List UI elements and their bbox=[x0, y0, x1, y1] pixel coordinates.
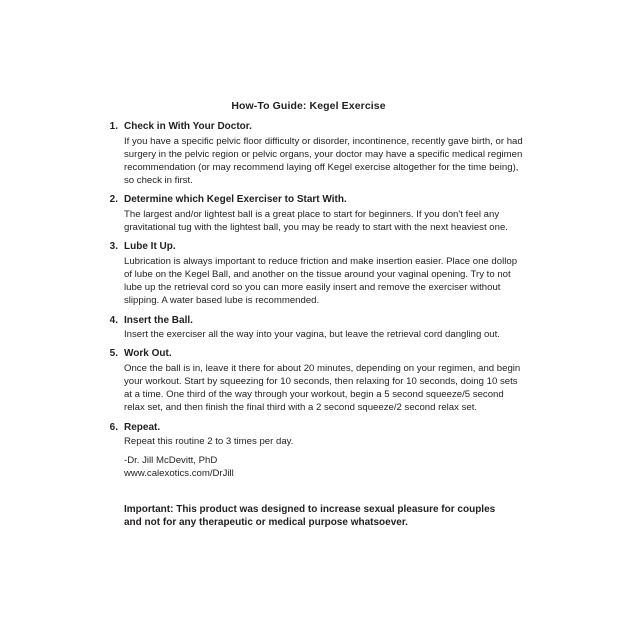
step-heading: Determine which Kegel Exerciser to Start With. bbox=[124, 194, 347, 206]
step-number: 1. bbox=[109, 121, 118, 132]
step-body: Repeat this routine 2 to 3 times per day. bbox=[124, 436, 294, 448]
step-heading: Repeat. bbox=[124, 421, 161, 433]
spacer bbox=[98, 481, 525, 503]
website-link[interactable]: www.calexotics.com/DrJill bbox=[124, 468, 234, 480]
list-item bbox=[98, 193, 525, 234]
list-item bbox=[98, 421, 525, 449]
step-body: The largest and/or lightest ball is a great place to start for beginners. If you don't feel any gravitational tug with the lightest ball, you may be ready to start with the next heaviest one. bbox=[124, 208, 508, 234]
step-heading: Check in With Your Doctor. bbox=[124, 121, 252, 132]
step-number: 4. bbox=[109, 314, 118, 326]
step-heading: Work Out. bbox=[124, 348, 172, 360]
step-number: 2. bbox=[109, 194, 118, 206]
step-heading: Insert the Ball. bbox=[124, 314, 193, 326]
step-heading: Lube It Up. bbox=[124, 241, 176, 253]
page-title: How-To Guide: Kegel Exercise bbox=[231, 100, 386, 112]
author-signature: -Dr. Jill McDevitt, PhD bbox=[124, 455, 218, 467]
step-body: Lubrication is always important to reduce friction and make insertion easier. Place one dollop of lube on the Kegel Ball, and another on the tissue around your vaginal opening. Try to not lube up the retrieval cord so you can more easily insert and remove the exerciser without slipping. A water based lube is recommended. bbox=[124, 255, 518, 307]
step-body: Once the ball is in, leave it there for about 20 minutes, depending on your regimen, and begin your workout. Start by squeezing for 10 seconds, then relaxing for 10 seconds, doing 10 sets at a time. One third of the way through your workout, begin a 5 second squeeze/5 second relax set, and then finish the final third with a 2 second squeeze/2 second relax set. bbox=[124, 362, 521, 414]
list-item bbox=[98, 347, 525, 414]
list-item bbox=[98, 240, 525, 307]
list-item bbox=[98, 314, 525, 342]
list-item bbox=[98, 120, 525, 187]
step-number: 6. bbox=[109, 421, 118, 433]
step-body: If you have a specific pelvic floor difficulty or disorder, incontinence, recently gave birth, or had surgery in the pelvic region or pelvic organs, your doctor may have a specific medical regimen recommendation (or may recommend laying off Kegel exercise altogether for the time being), so check in first. bbox=[124, 135, 523, 187]
step-number: 5. bbox=[109, 348, 118, 360]
important-note: Important: This product was designed to increase sexual pleasure for couples and not for any therapeutic or medical purpose whatsoever. bbox=[124, 503, 496, 529]
step-number: 3. bbox=[109, 241, 118, 253]
steps-list bbox=[98, 120, 525, 448]
step-body: Insert the exerciser all the way into your vagina, but leave the retrieval cord dangling out. bbox=[124, 329, 500, 341]
